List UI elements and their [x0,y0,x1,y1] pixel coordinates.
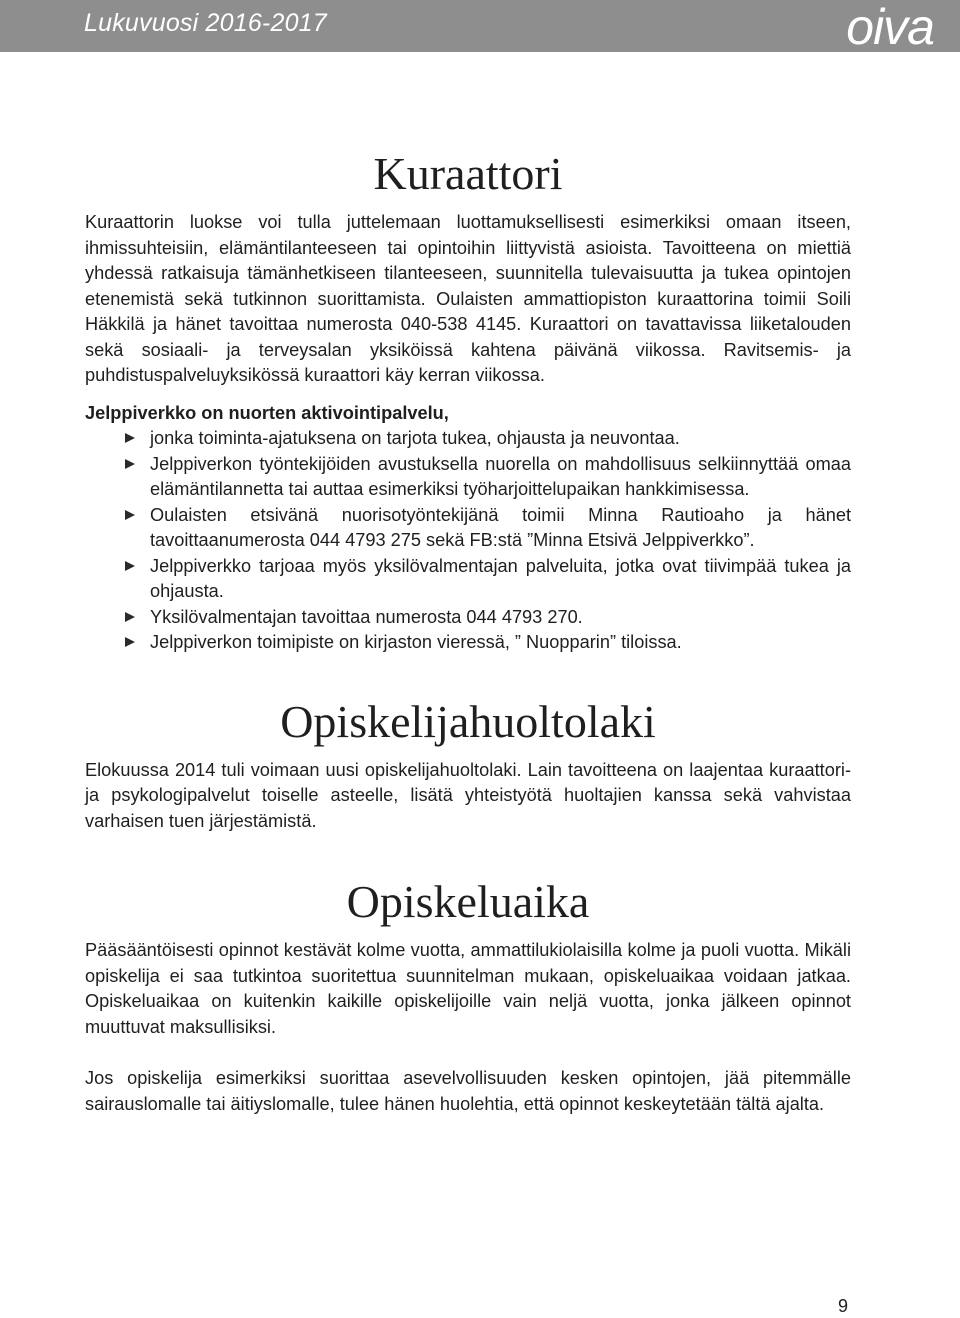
heading-kuraattori: Kuraattori [373,148,563,199]
triangle-bullet-icon [125,561,135,571]
page-number: 9 [838,1296,849,1316]
list-item [85,630,851,656]
triangle-bullet-icon [125,433,135,443]
oiva-logo: oiva [846,0,934,55]
section-kuraattori [85,140,851,656]
heading-opiskeluaika: Opiskeluaika [346,876,590,927]
list-item [85,426,851,452]
kuraattori-paragraph: Kuraattorin luokse voi tulla juttelemaan luottamuksellisesti esimerkiksi omaan itseen, ihmissuhteisiin, elämäntilanteeseen tai opintoihin liittyvistä asioista. Tavoitteena on miettiä yhdessä ratkaisuja tämänhetkiseen tilanteeseen, suunnitella tulevaisuutta ja tukea opintojen etenemistä sekä tutkinnon suorittamista. Oulaisten ammattiopiston kuraattorina toimii Soili Häkkilä ja hänet tavoittaa numerosta 040-538 4145. Kuraattori on tavattavissa liiketalouden sekä sosiaali- ja terveysalan yksiköissä kahtena päivänä viikossa. Ravitsemis- ja puhdistuspalveluyksikössä kuraattori käy kerran viikossa. [85,212,851,385]
jelppiverkko-lead: Jelppiverkko on nuorten aktivointipalvelu, [85,402,449,423]
heading-opiskelijahuoltolaki: Opiskelijahuoltolaki [280,695,656,747]
page-content [85,140,851,1117]
list-item [85,452,851,503]
list-item-text: Oulaisten etsivänä nuorisotyöntekijänä toimii Minna Rautioaho ja hänet tavoittaanumerosta 044 4793 275 sekä FB:stä ”Minna Etsivä Jelppiverkko”. [150,504,851,550]
list-item [85,605,851,631]
list-item [85,503,851,554]
list-item [85,554,851,605]
opiskeluaika-paragraph-1: Pääsääntöisesti opinnot kestävät kolme vuotta, ammattilukiolaisilla kolme ja puoli vuotta. Mikäli opiskelija ei saa tutkintoa suoritettua suunnitelman mukaan, opiskeluaikaa voidaan jatkaa. Opiskeluaikaa on kuitenkin kaikille opiskelijoille vain neljä vuotta, jonka jälkeen opinnot muuttuvat maksullisiksi. [85,940,851,1037]
list-item-text: Jelppiverkon työntekijöiden avustuksella nuorella on mahdollisuus selkiinnyttää omaa elämäntilannetta tai auttaa esimerkiksi työharjoittelupaikan hankkimisessa. [150,453,851,499]
jelppiverkko-list [85,426,851,656]
section-opiskeluaika [85,868,851,1117]
triangle-bullet-icon [125,510,135,520]
school-year-label: Lukuvuosi 2016-2017 [84,9,327,37]
opiskelijahuoltolaki-paragraph: Elokuussa 2014 tuli voimaan uusi opiskelijahuoltolaki. Lain tavoitteena on laajentaa kuraattori- ja psykologipalvelut toiselle asteelle, lisätä yhteistyötä huoltajien kanssa sekä vahvistaa varhaisen tuen järjestämistä. [85,759,851,831]
list-item-text: Jelppiverkon toimipiste on kirjaston vieressä, ” Nuopparin” tiloissa. [150,632,682,652]
header-bar [0,0,960,55]
section-opiskelijahuoltolaki [85,688,851,835]
triangle-bullet-icon [125,637,135,647]
list-item-text: jonka toiminta-ajatuksena on tarjota tukea, ohjausta ja neuvontaa. [150,428,680,448]
triangle-bullet-icon [125,612,135,622]
list-item-text: Yksilövalmentajan tavoittaa numerosta 044 4793 270. [150,606,583,627]
opiskeluaika-paragraph-2: Jos opiskelija esimerkiksi suorittaa asevelvollisuuden kesken opintojen, jää pitemmälle sairauslomalle tai äitiyslomalle, tulee hänen huolehtia, että opinnot keskeytetään tältä ajalta. [85,1068,851,1114]
triangle-bullet-icon [125,459,135,469]
list-item-text: Jelppiverkko tarjoaa myös yksilövalmentajan palveluita, jotka ovat tiivimpää tukea ja ohjausta. [150,555,851,601]
